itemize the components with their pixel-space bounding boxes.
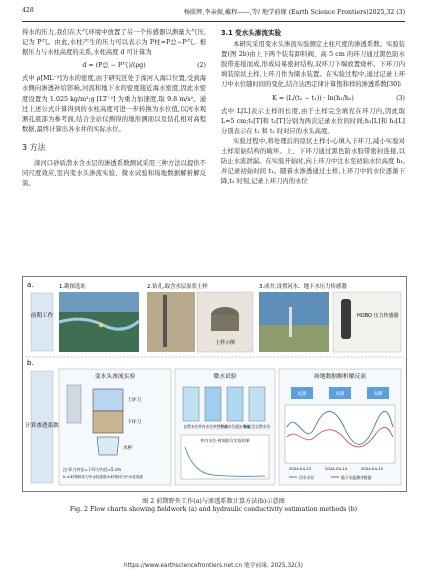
ring-note-1: 注:环刀外径=下环刀内径=5 cm <box>63 467 121 472</box>
page-number: 428 <box>22 7 34 14</box>
lower-ring-label: 下环刀 <box>127 420 142 425</box>
right-column <box>221 28 405 187</box>
panel-b2-title: 微水试验 <box>213 374 237 380</box>
legend-river: 河水水位 <box>299 475 315 480</box>
field-date-3: 2024-04-15 <box>361 466 384 471</box>
ring-note-2: h₁:t₁时刻时环刀中水柱高度;t₂时刻环刀中水柱高度 <box>63 475 144 479</box>
tide-label-2: 高潮 <box>335 392 345 397</box>
slug-label-4: 恢复至自然水位 <box>243 424 271 429</box>
drill-rod <box>163 295 167 347</box>
equation-number: (2) <box>197 62 206 70</box>
panel-b1-title: 变水头渗流实验 <box>94 374 136 380</box>
running-title: 杨朕辉,李亲振,戴程——,等/ 地学前缘 (Earth Science Frontiers)2025,32 (3) <box>183 9 405 16</box>
equation-body: d = (P总 − P气)/(ρg) <box>82 62 146 70</box>
figure-caption-cn: 图 2 前期野外工作(a)与渗透系数计算方法(b)示意图 <box>142 498 285 505</box>
left-column <box>22 28 206 189</box>
sea-area <box>59 292 139 312</box>
equation-body: K = (L/(t₂ − t₁)) · ln(h₁/h₂) <box>272 94 354 102</box>
hobo-label <box>357 312 399 319</box>
drilling-photo <box>147 292 195 352</box>
well-stage-1 <box>183 387 199 421</box>
figure-caption-en: Fig. 2 Flow charts showing fieldwork (a) and hydraulic conductivity estimation methods (b) <box>69 506 358 513</box>
riverbank <box>259 325 329 352</box>
section-heading: 3 方法 <box>22 142 46 152</box>
slug-chart-title: 井内水位-时间拟合实验结果 <box>200 438 250 443</box>
paragraph: 滦河口砂质潜水含水层的渗透系数测试采用三种方法以提供不同尺度效应,室内变水头渗流实验、微水试验和场地数据解析解反演。 <box>22 160 206 188</box>
page-footer: https://www.earthsciencefrontiers.net.cn 地学前缘, 2025,32(3) <box>124 563 303 569</box>
subsection-heading: 3.1 变水头渗流实验 <box>221 29 282 37</box>
page-header <box>22 7 405 19</box>
well-stage-4 <box>249 387 265 421</box>
part-a-label: a. <box>27 281 34 289</box>
tide-label-3: 高潮 <box>373 392 383 397</box>
tide-label-1: 低潮 <box>297 392 307 397</box>
site-marker-icon <box>99 323 103 327</box>
slug-label-3: 井内水位逐步恢复 <box>219 424 251 429</box>
well-stage-3 <box>227 387 243 421</box>
paragraph: 实验过程中,将处理后的原状土样小心填入下环刀,减小实验对土样原始结构的破坏。上、下环刀通过黑色防水胶带密封连接,以防止水流泄漏。在实验开始时,向上环刀中注水至初始水位高度 h₁,并记录初始时间 t₁。随着水渗透通过土样,上环刀中的水位逐渐下降,t₂ 时刻,记录上环刀内的水位 <box>221 137 405 186</box>
upper-ring-label: 上环刀 <box>127 398 142 403</box>
water-cup <box>97 437 119 455</box>
equation-number: (3) <box>396 94 405 102</box>
paragraph: 本研究采用变水头渗流实验测定土柱尺度的渗透系数。实验装置(图 2b)由上下两个装有卸料阀、高 5 cm 的环刀通过黑色防水胶带连接而成,形成局易密封结构,双环刀下端放置烧杯。下环刀内填装原状土样,上环刀作为储水装置。在实验过程中,通过记录上环刀中水位随时间的变化,结合达西定律计算饱和样的渗透系数[30]: <box>221 41 405 89</box>
water-cup-label: 水杯 <box>123 446 133 451</box>
step-2-title: 2.钻孔,取含水层原状土样 <box>147 284 208 290</box>
field-date-1: 2024-04-13 <box>289 466 312 471</box>
pressure-sensor-icon <box>341 299 351 339</box>
row-b-title: 计算渗透系数 <box>25 423 59 429</box>
panel-b3-title: 场地数据解析解反演 <box>313 374 367 380</box>
apparatus-photo <box>67 385 81 423</box>
step-1-title: 1.勘探选址 <box>59 284 86 290</box>
slug-label-1: 自然水位 <box>183 424 199 429</box>
figure-canvas <box>23 277 406 491</box>
paragraph: 式中 L[L]表示土样的长度,由于土样完全填充在环刀内,因此取 L=5 cm;t₁[T]和 t₂[T]分别为两次记录水位的时间;h₁[L]和 h₂[L]分别表示在 t₁ 和 t₂ 时对应的水头高度。 <box>221 107 405 135</box>
field-date-2: 2024-04-14 <box>325 466 348 471</box>
row-a-title: 前期工作 <box>30 313 54 319</box>
soil-sample-label: 土样示例 <box>214 340 236 346</box>
part-b-label: b. <box>27 359 34 367</box>
header-rule <box>22 21 405 22</box>
paragraph: 得水的压力,我们在大气环境中放置了另一个传感器以测量大气压,记为 P气。由此,水柱产生的压力可以表示为 P柱=P总−P气。根据压力与水柱高度的关系,水柱高度 d 可计算为 <box>22 29 206 57</box>
equation-2 <box>22 61 206 71</box>
slug-label-2: 井内水位突然升高 <box>197 424 229 429</box>
hobo-text: HOBO 压力传感器 <box>357 313 399 319</box>
figure-2 <box>22 276 407 492</box>
step-3-title: 3.成井,设置河水、地下水压力传感器 <box>259 284 347 290</box>
lower-ring <box>93 411 123 433</box>
legend-ground: 地下水监测井数据 <box>341 475 372 480</box>
paragraph: 式中 ρ[ML⁻³]为水的密度,由于研究区处于滦河入海口位置,受到海水侧向渗透补给影响,河流和地下水的密度接近海水密度,因此水密度设置为 1.025 kg/m³;g [LT⁻²] 为重力加速度,取 9.8 m/s²。通过上述公式计算得到的水柱高度可进一步转换为水位值,以河水观测孔底部为参考面,结合全站仪测得的地形测面以及钻孔相对高程数据,最终计算出各水井的实际水位。 <box>22 75 206 133</box>
upper-ring <box>93 389 123 411</box>
equation-3 <box>221 94 405 104</box>
sample-body <box>211 315 239 331</box>
well-pipe <box>289 307 292 337</box>
well-stage-2 <box>205 387 221 421</box>
row-a-label-box <box>31 293 53 351</box>
